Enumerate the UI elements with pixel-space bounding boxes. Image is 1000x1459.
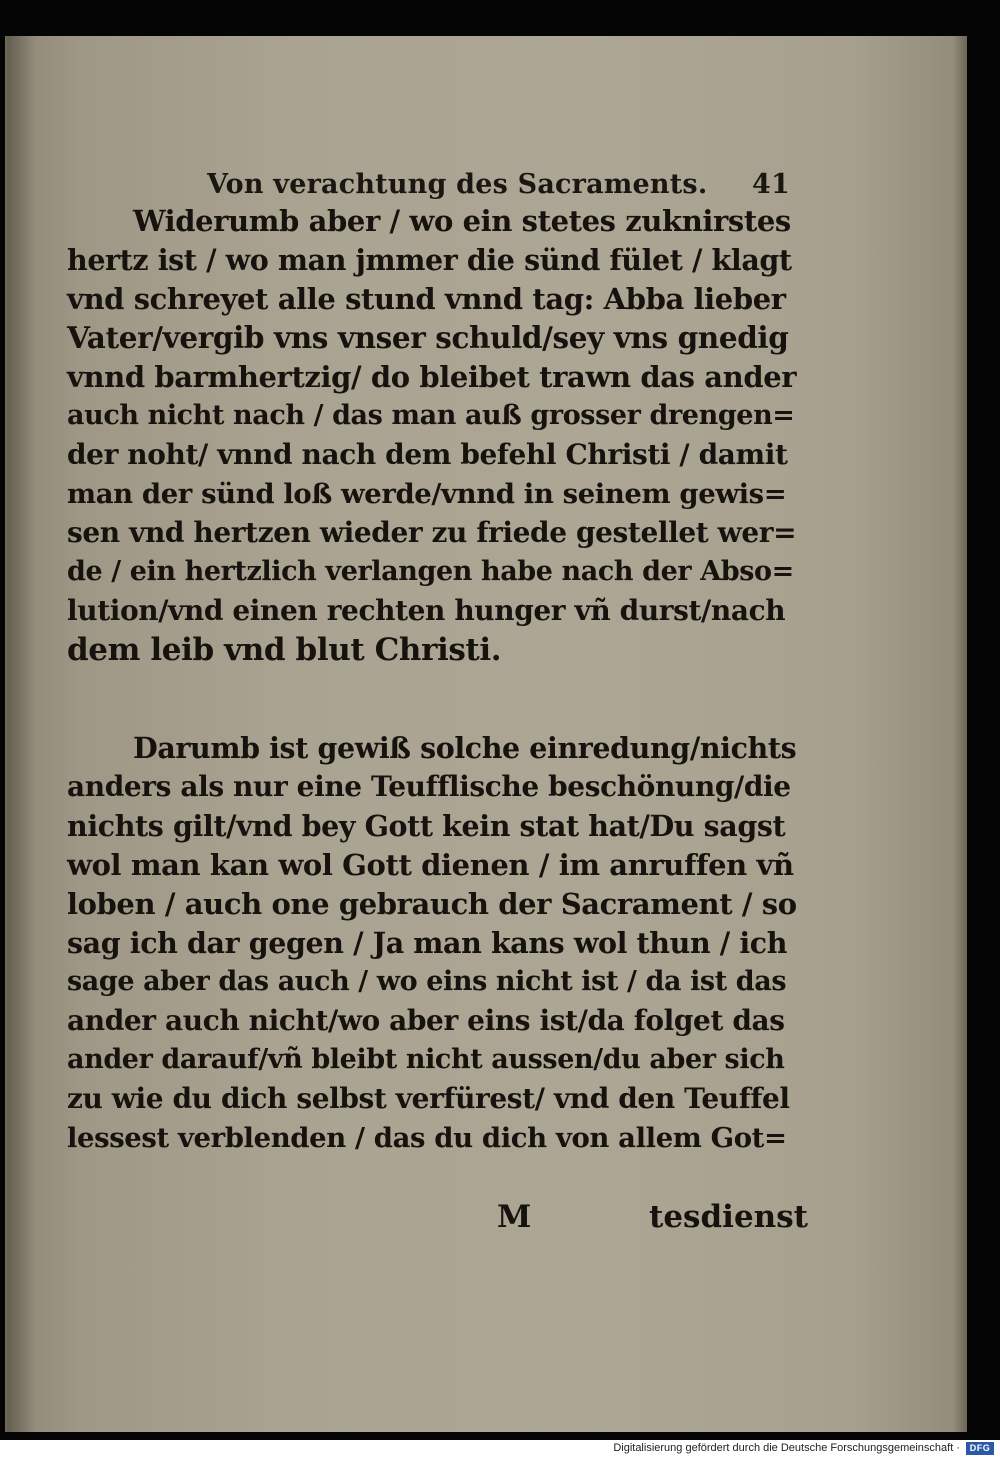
- page-edge-shadow: [953, 36, 967, 1432]
- text-line: hertz ist / wo man jmmer die sünd fület / klagt: [67, 243, 792, 277]
- text-line: lution/vnd einen rechten hunger vñ durst/nach: [67, 594, 786, 627]
- text-line: vnd schreyet alle stund vnnd tag: Abba lieber: [67, 282, 786, 316]
- text-line: der noht/ vnnd nach dem befehl Christi / damit: [67, 438, 788, 471]
- funding-credit: Digitalisierung gefördert durch die Deutsche Forschungsgemeinschaft ·: [613, 1442, 960, 1454]
- text-line: wol man kan wol Gott dienen / im anruffen vñ: [67, 848, 794, 882]
- text-line: auch nicht nach / das man auß grosser drengen=: [67, 400, 795, 431]
- page-gutter-shadow: [7, 36, 35, 1432]
- text-line: de / ein hertzlich verlangen habe nach der Abso=: [67, 556, 794, 587]
- dfg-logo-icon[interactable]: DFG: [966, 1442, 994, 1455]
- footer-bar: [0, 1440, 1000, 1459]
- page-number: 41: [752, 169, 790, 200]
- text-line: Darumb ist gewiß solche einredung/nichts: [133, 731, 797, 765]
- running-head-title: Von verachtung des Sacraments.: [207, 169, 708, 200]
- text-line: man der sünd loß werde/vnnd in seinem gewis=: [67, 478, 787, 510]
- text-line: Widerumb aber / wo ein stetes zuknirstes: [133, 204, 791, 238]
- text-line: sag ich dar gegen / Ja man kans wol thun / ich: [67, 926, 788, 960]
- text-line: sen vnd hertzen wieder zu friede gestellet wer=: [67, 516, 797, 549]
- text-line: dem leib vnd blut Christi.: [67, 632, 502, 668]
- text-line: Vater/vergib vns vnser schuld/sey vns gnedig: [67, 320, 789, 355]
- text-line: ander auch nicht/wo aber eins ist/da folget das: [67, 1004, 785, 1037]
- text-line: lessest verblenden / das du dich von allem Got=: [67, 1122, 787, 1154]
- text-line: loben / auch one gebrauch der Sacrament / so: [67, 887, 797, 921]
- text-line: vnnd barmhertzig/ do bleibet trawn das ander: [67, 360, 797, 394]
- book-page: [5, 36, 967, 1432]
- text-line: anders als nur eine Teufflische beschönung/die: [67, 770, 791, 803]
- text-line: nichts gilt/vnd bey Gott kein stat hat/Du sagst: [67, 809, 786, 843]
- text-line: sage aber das auch / wo eins nicht ist / da ist das: [67, 966, 787, 997]
- signature-mark: M: [497, 1199, 532, 1235]
- catchword: tesdienst: [649, 1199, 808, 1235]
- text-line: ander darauf/vñ bleibt nicht aussen/du aber sich: [67, 1044, 785, 1075]
- text-line: zu wie du dich selbst verfürest/ vnd den Teuffel: [67, 1082, 790, 1115]
